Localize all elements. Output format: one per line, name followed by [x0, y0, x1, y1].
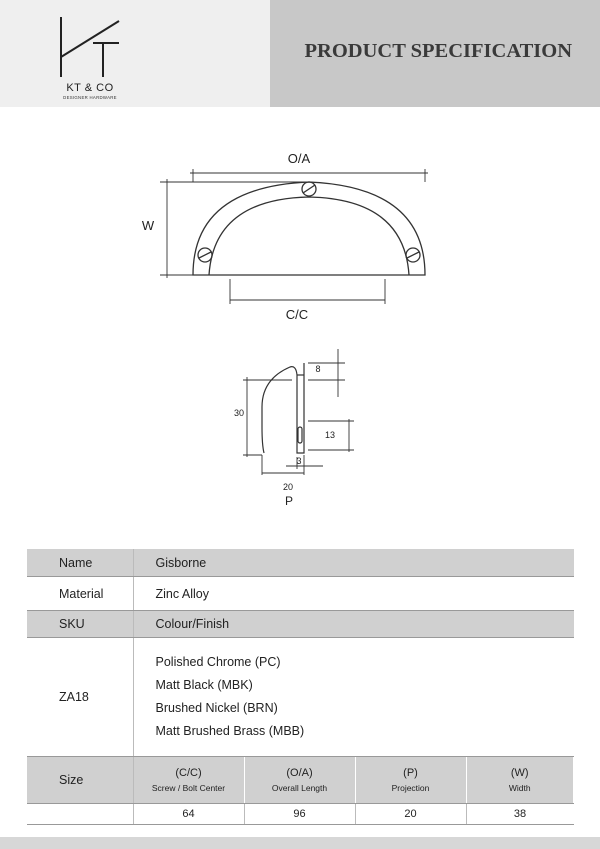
footer-bar: [0, 837, 600, 849]
size-desc: Screw / Bolt Center: [151, 783, 226, 793]
name-value: Gisborne: [133, 549, 574, 577]
table-row-sku: [27, 611, 574, 638]
sku-value: ZA18: [27, 638, 133, 757]
size-label: Size: [27, 757, 133, 804]
w-label: W: [141, 218, 155, 233]
size-abbr: (W): [510, 767, 529, 779]
brand-tagline: DESIGNER HARDWARE: [63, 95, 117, 100]
size-abbr: (P): [403, 767, 418, 779]
size-value-cc: 64: [133, 804, 244, 825]
size-header-p: [355, 757, 466, 804]
header-logo-panel: [0, 0, 270, 107]
table-row-name: [27, 549, 574, 577]
size-header-cc: [133, 757, 244, 804]
size-value-w: 38: [466, 804, 574, 825]
size-header-oa: [244, 757, 355, 804]
colour-label: Colour/Finish: [133, 611, 574, 638]
size-value-p: 20: [355, 804, 466, 825]
colour-item: Matt Black (MBK): [155, 678, 253, 692]
size-abbr: (O/A): [286, 767, 313, 779]
material-label: Material: [27, 577, 133, 611]
size-desc: Projection: [391, 783, 430, 793]
size-desc: Width: [508, 783, 531, 793]
cc-label: C/C: [285, 307, 309, 322]
colour-item: Polished Chrome (PC): [155, 655, 281, 669]
size-abbr: (C/C): [175, 767, 202, 779]
oa-label: O/A: [287, 151, 311, 166]
table-row-size-values: [27, 804, 574, 825]
size-value-oa: 96: [244, 804, 355, 825]
table-row-material: [27, 577, 574, 611]
colour-item: Brushed Nickel (BRN): [155, 701, 278, 715]
table-row-colours: [27, 638, 574, 757]
dim-hole: 13: [324, 430, 336, 440]
brand-name: KT & CO: [66, 82, 114, 94]
colour-list: [133, 638, 574, 757]
size-desc: Overall Length: [271, 783, 328, 793]
table-row-size-headers: [27, 757, 574, 804]
empty-cell: [27, 804, 133, 825]
dim-thickness: 3: [296, 456, 302, 466]
spec-table: [27, 549, 574, 825]
material-value: Zinc Alloy: [133, 577, 574, 611]
p-label: P: [284, 494, 294, 508]
technical-drawing: [0, 107, 600, 547]
dim-height: 30: [233, 408, 245, 418]
handle-inner-arc: [209, 197, 409, 275]
brand-logo-icon: [55, 15, 125, 80]
side-hole: [298, 427, 302, 443]
colour-item: Matt Brushed Brass (MBB): [155, 724, 305, 738]
page-title: PRODUCT SPECIFICATION: [304, 40, 572, 62]
size-header-w: [466, 757, 574, 804]
dim-projection: 20: [282, 482, 294, 492]
sku-label: SKU: [27, 611, 133, 638]
name-label: Name: [27, 549, 133, 577]
dim-top: 8: [315, 364, 321, 374]
